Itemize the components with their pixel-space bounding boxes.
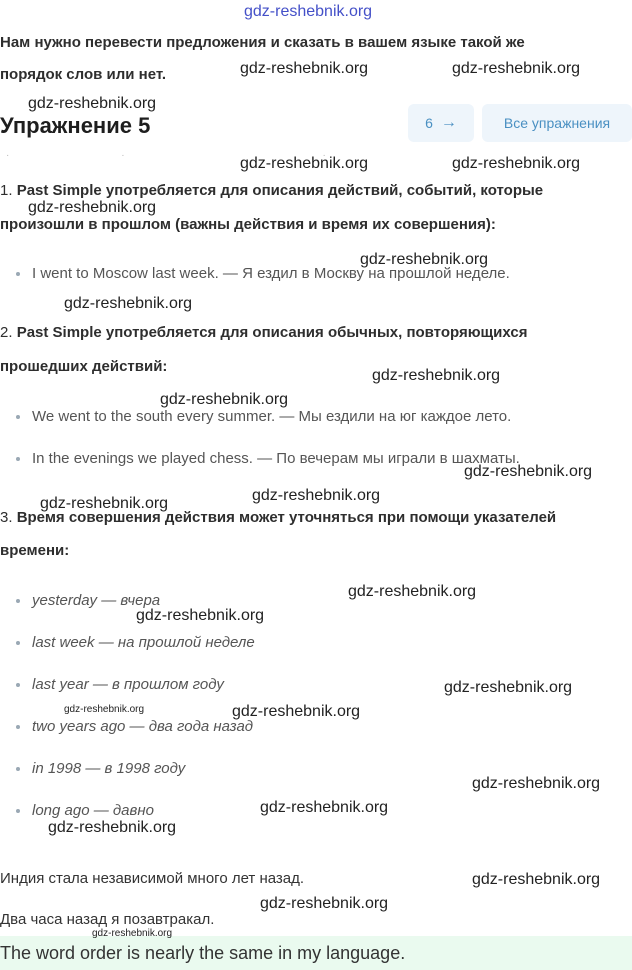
answer-box: The word order is nearly the same in my language. <box>0 936 632 970</box>
watermark: gdz-reshebnik.org <box>232 703 361 720</box>
watermark: gdz-reshebnik.org <box>360 251 489 268</box>
rule-3-number: 3. <box>0 509 13 526</box>
next-exercise-button[interactable] <box>408 104 474 142</box>
watermark: gdz-reshebnik.org <box>240 155 369 172</box>
watermark: gdz-reshebnik.org <box>92 928 173 939</box>
site-watermark: gdz-reshebnik.org <box>244 3 373 20</box>
watermark: gdz-reshebnik.org <box>348 583 477 600</box>
bullet-icon <box>16 725 20 729</box>
list-item: In the evenings we played chess. — По вечерам мы играли в шахматы. <box>16 450 520 467</box>
list-item: I went to Moscow last week. — Я ездил в Москву на прошлой неделе. <box>16 265 510 282</box>
watermark: gdz-reshebnik.org <box>372 367 501 384</box>
watermark: gdz-reshebnik.org <box>64 704 145 715</box>
watermark: gdz-reshebnik.org <box>452 155 581 172</box>
watermark: gdz-reshebnik.org <box>252 487 381 504</box>
bullet-icon <box>16 641 20 645</box>
rule-2-line-1 <box>0 324 527 341</box>
bullet-icon <box>16 809 20 813</box>
watermark: gdz-reshebnik.org <box>444 679 573 696</box>
intro-line-1: Нам нужно перевести предложения и сказать в вашем языке такой же <box>0 34 525 51</box>
bullet-icon <box>16 683 20 687</box>
sentence-2: Два часа назад я позавтракал. <box>0 911 215 928</box>
rule-1-number: 1. <box>0 182 13 199</box>
cut-off-text-row: · · · <box>6 150 328 161</box>
watermark: gdz-reshebnik.org <box>28 199 157 216</box>
watermark: gdz-reshebnik.org <box>472 871 601 888</box>
bullet-icon <box>16 415 20 419</box>
list-item: two years ago — два года назад <box>16 718 253 735</box>
rule-1-text: Past Simple употребляется для описания действий, событий, которые <box>16 182 544 199</box>
watermark: gdz-reshebnik.org <box>136 607 265 624</box>
next-exercise-label: 6 <box>425 115 433 131</box>
arrow-right-icon: → <box>440 114 457 131</box>
watermark: gdz-reshebnik.org <box>260 799 389 816</box>
list-item: yesterday — вчера <box>16 592 160 609</box>
rule-1-line-1 <box>0 182 543 199</box>
bullet-icon <box>16 272 20 276</box>
list-item: in 1998 — в 1998 году <box>16 760 185 777</box>
watermark: gdz-reshebnik.org <box>40 495 169 512</box>
rule-2-number: 2. <box>0 324 13 341</box>
list-item: last week — на прошлой неделе <box>16 634 255 651</box>
list-item: long ago — давно <box>16 802 154 819</box>
rule-2-line-2: прошедших действий: <box>0 358 168 375</box>
watermark: gdz-reshebnik.org <box>64 295 193 312</box>
watermark: gdz-reshebnik.org <box>28 95 157 112</box>
bullet-icon <box>16 767 20 771</box>
watermark: gdz-reshebnik.org <box>48 819 177 836</box>
watermark: gdz-reshebnik.org <box>472 775 601 792</box>
list-item: last year — в прошлом году <box>16 676 224 693</box>
intro-line-2: порядок слов или нет. <box>0 66 167 83</box>
bullet-icon <box>16 457 20 461</box>
watermark: gdz-reshebnik.org <box>464 463 593 480</box>
rule-1-line-2: произошли в прошлом (важны действия и время их совершения): <box>0 216 496 233</box>
sentence-1: Индия стала независимой много лет назад. <box>0 870 305 887</box>
watermark: gdz-reshebnik.org <box>240 60 369 77</box>
rule-2-text: Past Simple употребляется для описания обычных, повторяющихся <box>16 324 528 341</box>
watermark: gdz-reshebnik.org <box>260 895 389 912</box>
all-exercises-button[interactable] <box>482 104 632 142</box>
rule-3-line-2: времени: <box>0 542 70 559</box>
exercise-title: Упражнение 5 <box>0 113 151 138</box>
bullet-icon <box>16 599 20 603</box>
rule-3-text: Время совершения действия может уточняться при помощи указателей <box>16 509 557 526</box>
all-exercises-label: Все упражнения <box>503 115 611 131</box>
watermark: gdz-reshebnik.org <box>452 60 581 77</box>
list-item: We went to the south every summer. — Мы ездили на юг каждое лето. <box>16 408 511 425</box>
watermark: gdz-reshebnik.org <box>160 391 289 408</box>
